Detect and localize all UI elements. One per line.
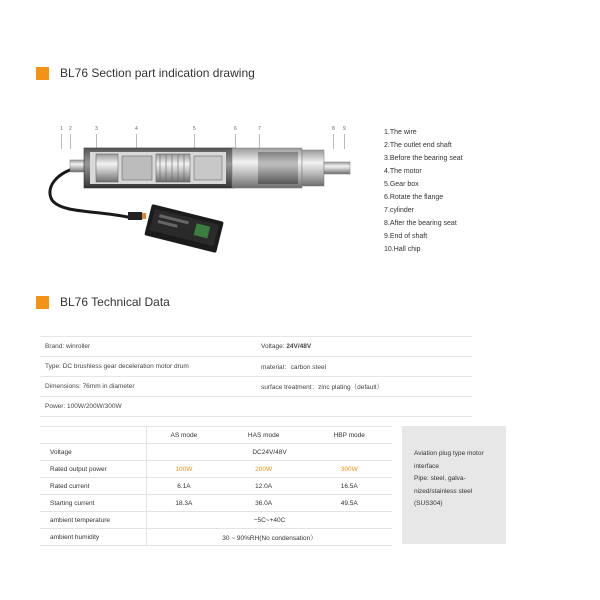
table-header [40, 427, 147, 444]
table-cell: 6.1A [147, 478, 221, 495]
table-row [40, 512, 392, 529]
spec-voltage: Voltage: 24V/48V [261, 343, 312, 350]
table-cell: 300W [307, 461, 393, 478]
row-label: Rated current [40, 478, 147, 495]
table-row [40, 478, 392, 495]
section-title: BL76 Technical Data [60, 295, 170, 309]
callout-8: 8 [332, 126, 335, 132]
spec-row [40, 336, 472, 357]
list-item: 4.The motor [384, 168, 422, 175]
row-label: Rated output power [40, 461, 147, 478]
table-cell: 200W [221, 461, 307, 478]
orange-square-icon [36, 296, 49, 309]
section-title: BL76 Section part indication drawing [60, 66, 255, 80]
row-label: ambient temperature [40, 512, 147, 529]
spec-brand: Brand: winroller [45, 343, 91, 350]
callout-6: 6 [234, 126, 237, 132]
side-note-line: Aviation plug type motor interface [414, 450, 484, 470]
orange-square-icon [36, 67, 49, 80]
list-item: 3.Before the bearing seat [384, 155, 463, 162]
callout-3: 3 [95, 126, 98, 132]
row-label: Starting current [40, 495, 147, 512]
parts-list [384, 126, 463, 256]
list-item: 2.The outlet end shaft [384, 142, 452, 149]
spec-row [40, 357, 472, 377]
list-item: 6.Rotate the flange [384, 194, 444, 201]
table-header: HAS mode [221, 427, 307, 444]
table-header: HBP mode [307, 427, 393, 444]
table-row [40, 444, 392, 461]
table-cell: 30 ~ 90%RH(No condensation） [147, 529, 393, 546]
table-cell: 49.5A [307, 495, 393, 512]
list-item: 7.cylinder [384, 207, 414, 214]
table-row [40, 495, 392, 512]
spec-type: Type: DC brushless gear deceleration motor drum [45, 363, 189, 370]
side-note-line: Pipe: steel, galva-nized/stainless steel (SUS304) [414, 475, 473, 507]
callout-4: 4 [135, 126, 138, 132]
list-item: 9.End of shaft [384, 233, 428, 240]
spec-list [40, 336, 472, 417]
side-note-box [402, 426, 506, 544]
row-label: ambient humidity [40, 529, 147, 546]
table-row [40, 529, 392, 546]
table-cell: −5C~+40C [147, 512, 393, 529]
technical-table [40, 426, 392, 546]
spec-power: Power: 100W/200W/300W [45, 403, 122, 410]
spec-surface: surface treatment：zinc plating（default） [261, 384, 384, 391]
section-header-drawing [36, 66, 255, 80]
callout-7: 7 [258, 126, 261, 132]
side-note-text [414, 448, 500, 511]
table-cell: 12.0A [221, 478, 307, 495]
table-cell: 36.0A [221, 495, 307, 512]
callout-5: 5 [193, 126, 196, 132]
list-item: 10.Hall chip [384, 246, 421, 253]
table-header: AS mode [147, 427, 221, 444]
spec-dimensions: Dimensions: 76mm in diameter [45, 383, 135, 390]
table-header-row [40, 427, 392, 444]
spec-row [40, 397, 472, 417]
row-label: Voltage [40, 444, 147, 461]
spec-material: material：carbon steel [261, 364, 327, 371]
callout-1: 1 [60, 126, 63, 132]
table-cell: 18.3A [147, 495, 221, 512]
list-item: 1.The wire [384, 129, 417, 136]
list-item: 8.After the bearing seat [384, 220, 457, 227]
table-cell: DC24V/48V [147, 444, 393, 461]
callout-9: 9 [343, 126, 346, 132]
table-row [40, 461, 392, 478]
section-header-technical [36, 295, 170, 309]
table-cell: 100W [147, 461, 221, 478]
table-cell: 16.5A [307, 478, 393, 495]
motor-section-drawing [40, 126, 380, 266]
spec-row [40, 377, 472, 397]
list-item: 5.Gear box [384, 181, 419, 188]
callout-2: 2 [69, 126, 72, 132]
